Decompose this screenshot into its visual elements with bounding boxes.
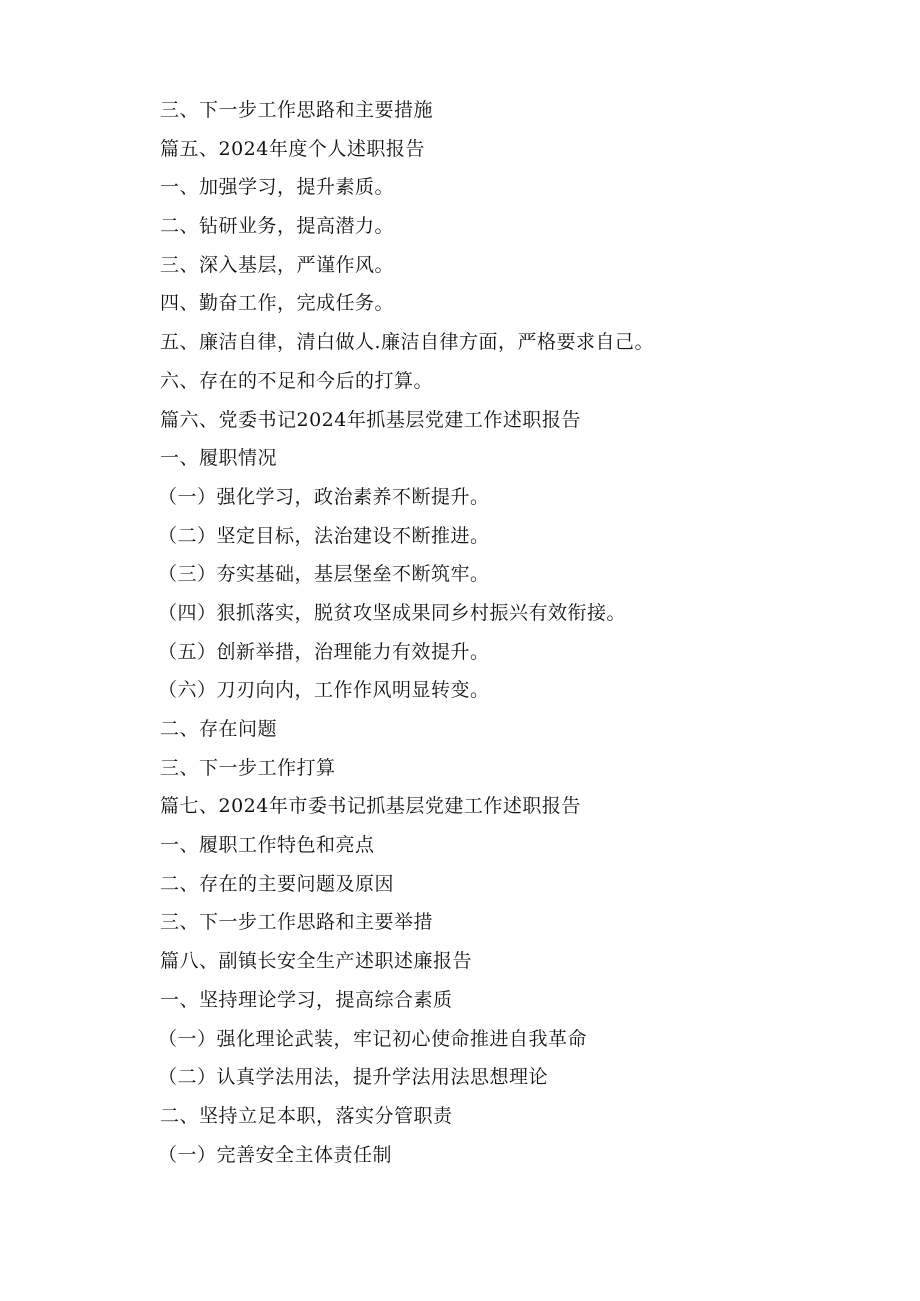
line-article-title: 篇六、党委书记2024年抓基层党建工作述职报告 [160,408,581,431]
line-section-heading: 三、下一步工作思路和主要措施 [160,99,434,121]
line-section-heading: 二、存在的主要问题及原因 [160,872,395,895]
line-section-heading: 二、存在问题 [160,718,278,740]
line-section-heading: 二、坚持立足本职，落实分管职责 [160,1104,453,1127]
line-subsection-heading: （一）完善安全主体责任制 [158,1143,393,1166]
line-section-heading: 一、坚持理论学习，提高综合素质 [160,988,453,1011]
line-article-title: 篇五、2024年度个人述职报告 [160,137,425,160]
document-lines [160,91,860,1174]
line-section-heading: 三、深入基层，严谨作风。 [160,253,395,276]
line-section-heading: 二、钻研业务，提高潜力。 [160,215,395,238]
line-subsection-heading: （三）夯实基础，基层堡垒不断筑牢。 [158,563,490,586]
line-section-heading: 四、勤奋工作，完成任务。 [160,292,395,315]
line-article-title: 篇八、副镇长安全生产述职述廉报告 [160,950,473,973]
line-subsection-heading: （二）坚定目标，法治建设不断推进。 [158,524,490,547]
line-section-heading: 六、存在的不足和今后的打算。 [160,369,434,392]
line-subsection-heading: （六）刀刃向内，工作作风明显转变。 [158,679,490,702]
line-section-heading: 一、履职情况 [160,447,278,470]
line-subsection-heading: （二）认真学法用法，提升学法用法思想理论 [158,1066,549,1089]
line-subsection-heading: （五）创新举措，治理能力有效提升。 [158,640,490,663]
line-section-heading: 三、下一步工作打算 [160,756,336,779]
line-subsection-heading: （四）狠抓落实，脱贫攻坚成果同乡村振兴有效衔接。 [158,601,627,624]
line-section-heading: 一、加强学习，提升素质。 [160,176,395,199]
line-subsection-heading: （一）强化学习，政治素养不断提升。 [158,485,490,508]
line-article-title: 篇七、2024年市委书记抓基层党建工作述职报告 [160,795,581,818]
line-subsection-heading: （一）强化理论武装，牢记初心使命推进自我革命 [158,1027,588,1050]
line-section-heading: 五、廉洁自律，清白做人.廉洁自律方面，严格要求自己。 [160,331,655,354]
line-section-heading: 三、下一步工作思路和主要举措 [160,911,434,934]
line-section-heading: 一、履职工作特色和亮点 [160,834,375,857]
